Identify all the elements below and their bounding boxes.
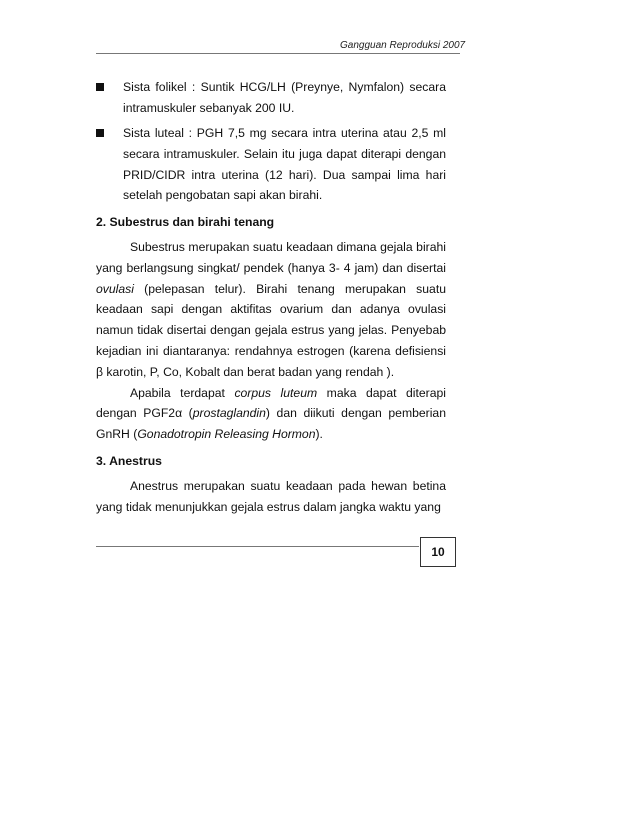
footer-rule — [96, 546, 419, 547]
header-rule — [96, 53, 460, 54]
section-heading: 2. Subestrus dan birahi tenang — [96, 215, 275, 230]
bullet-text: Sista luteal : PGH 7,5 mg secara intra uterina atau 2,5 ml secara intramuskuler. Selain itu juga dapat diterapi dengan PRID/CIDR intra uterina (12 hari). Dua sampai lima hari setelah pengobatan sapi akan birahi. — [123, 126, 446, 203]
page-number: 10 — [431, 545, 445, 559]
paragraph — [96, 237, 446, 383]
square-bullet-icon — [96, 83, 104, 91]
text-run: Subestrus merupakan suatu keadaan dimana gejala birahi yang berlangsung singkat/ pendek (hanya 3- 4 jam) dan disertai — [96, 240, 446, 275]
bullet-item — [96, 123, 446, 206]
text-run: Apabila terdapat — [130, 385, 235, 400]
page-body — [96, 77, 446, 517]
running-header: Gangguan Reproduksi 2007 — [340, 40, 466, 51]
text-run: (pelepasan telur). Birahi tenang merupakan suatu keadaan sapi dengan aktifitas ovarium dan adanya ovulasi namun tidak disertai dengan gejala estrus yang jelas. Penyebab kejadian ini diantaranya: rendahnya estrogen (karena defisiensi β karotin, P, Co, Kobalt dan berat badan yang rendah ). — [96, 281, 446, 379]
section-heading: 3. Anestrus — [96, 454, 162, 469]
italic-term: corpus luteum — [234, 385, 318, 400]
text-run: ) dan diikuti dengan pemberian GnRH ( — [96, 406, 446, 442]
italic-term: Gonadotropin Releasing Hormon — [137, 427, 316, 442]
italic-term: ovulasi — [96, 281, 134, 296]
page-number-box — [420, 537, 456, 567]
bullet-text: Sista folikel : Suntik HCG/LH (Preynye, Nymfalon) secara intramuskuler sebanyak 200 IU. — [123, 80, 446, 115]
paragraph: Anestrus merupakan suatu keadaan pada hewan betina yang tidak menunjukkan gejala estrus dalam jangka waktu yang — [96, 478, 446, 514]
italic-term: prostaglandin — [192, 406, 266, 421]
text-run: maka dapat diterapi dengan PGF2α ( — [96, 385, 447, 421]
bullet-item — [96, 77, 446, 119]
paragraph — [96, 383, 446, 445]
text-run: ). — [315, 427, 323, 442]
square-bullet-icon — [96, 129, 104, 137]
